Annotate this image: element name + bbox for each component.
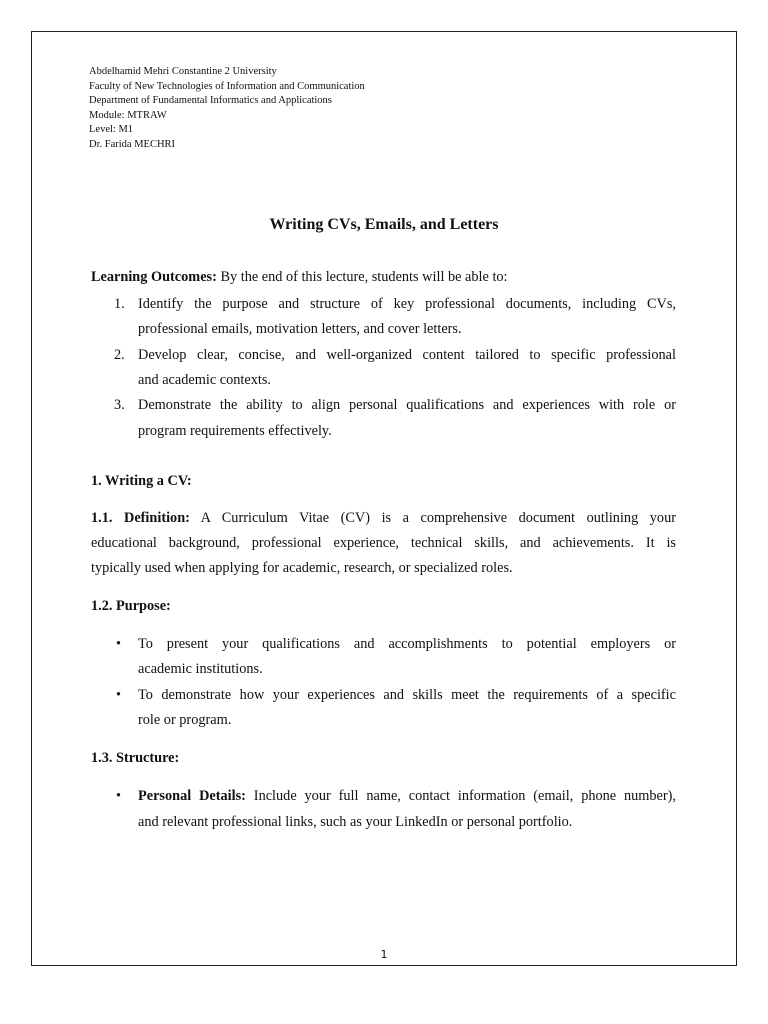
purpose-bullet-2-line-2: role or program.: [138, 712, 232, 728]
definition-label: 1.1. Definition:: [91, 510, 190, 526]
outcome-number: 1.: [114, 296, 125, 312]
purpose-bullet-2-line-1: To demonstrate how your experiences and skills meet the requirements of a specific: [138, 687, 676, 703]
outcome-3-line-2: program requirements effectively.: [138, 423, 332, 439]
level: Level: M1: [89, 124, 134, 136]
outcome-1-line-2: professional emails, motivation letters, and cover letters.: [138, 321, 462, 337]
structure-heading: 1.3. Structure:: [91, 750, 180, 766]
purpose-heading: 1.2. Purpose:: [91, 598, 171, 614]
purpose-bullet-1-line-1: To present your qualifications and accomplishments to potential employers or: [138, 636, 676, 652]
outcome-number: 2.: [114, 347, 125, 363]
bullet-icon: •: [116, 687, 122, 703]
bullet-icon: •: [116, 636, 122, 652]
definition-line-1: [91, 510, 676, 527]
department-name: Department of Fundamental Informatics and Applications: [89, 95, 332, 107]
university-name: Abdelhamid Mehri Constantine 2 University: [89, 66, 277, 77]
document-title: Writing CVs, Emails, and Letters: [269, 216, 499, 233]
personal-details-text: Include your full name, contact information (email, phone number),: [245, 788, 677, 804]
learning-outcomes-label: Learning Outcomes:: [91, 269, 217, 285]
structure-bullet-1-line-2: and relevant professional links, such as your LinkedIn or personal portfolio.: [138, 814, 573, 830]
outcome-2-line-2: and academic contexts.: [138, 372, 271, 388]
outcome-3-line-1: Demonstrate the ability to align personal qualifications and experiences with role or: [138, 397, 676, 413]
outcome-1-line-1: Identify the purpose and structure of key professional documents, including CVs,: [138, 296, 676, 312]
section-heading-writing-cv: 1. Writing a CV:: [91, 473, 192, 489]
learning-outcomes-intro: [91, 269, 676, 286]
module-name: Module: MTRAW: [89, 109, 167, 121]
definition-text: A Curriculum Vitae (CV) is a comprehensive document outlining your: [189, 510, 676, 526]
document-header: [89, 65, 365, 153]
definition-line-3: typically used when applying for academic, research, or specialized roles.: [91, 560, 513, 576]
author-name: Dr. Farida MECHRI: [89, 138, 176, 150]
definition-line-2: educational background, professional experience, technical skills, and achievements. It is: [91, 535, 676, 551]
outcome-2-line-1: Develop clear, concise, and well-organized content tailored to specific professional: [138, 347, 676, 363]
outcome-number: 3.: [114, 397, 125, 413]
learning-outcomes-text: By the end of this lecture, students will be able to:: [216, 269, 508, 285]
faculty-name: Faculty of New Technologies of Information and Communication: [89, 80, 365, 92]
personal-details-label: Personal Details:: [138, 788, 246, 804]
page-number: 1: [380, 948, 388, 961]
bullet-icon: •: [116, 788, 122, 804]
purpose-bullet-1-line-2: academic institutions.: [138, 661, 263, 677]
structure-bullet-1-line-1: [138, 788, 676, 805]
